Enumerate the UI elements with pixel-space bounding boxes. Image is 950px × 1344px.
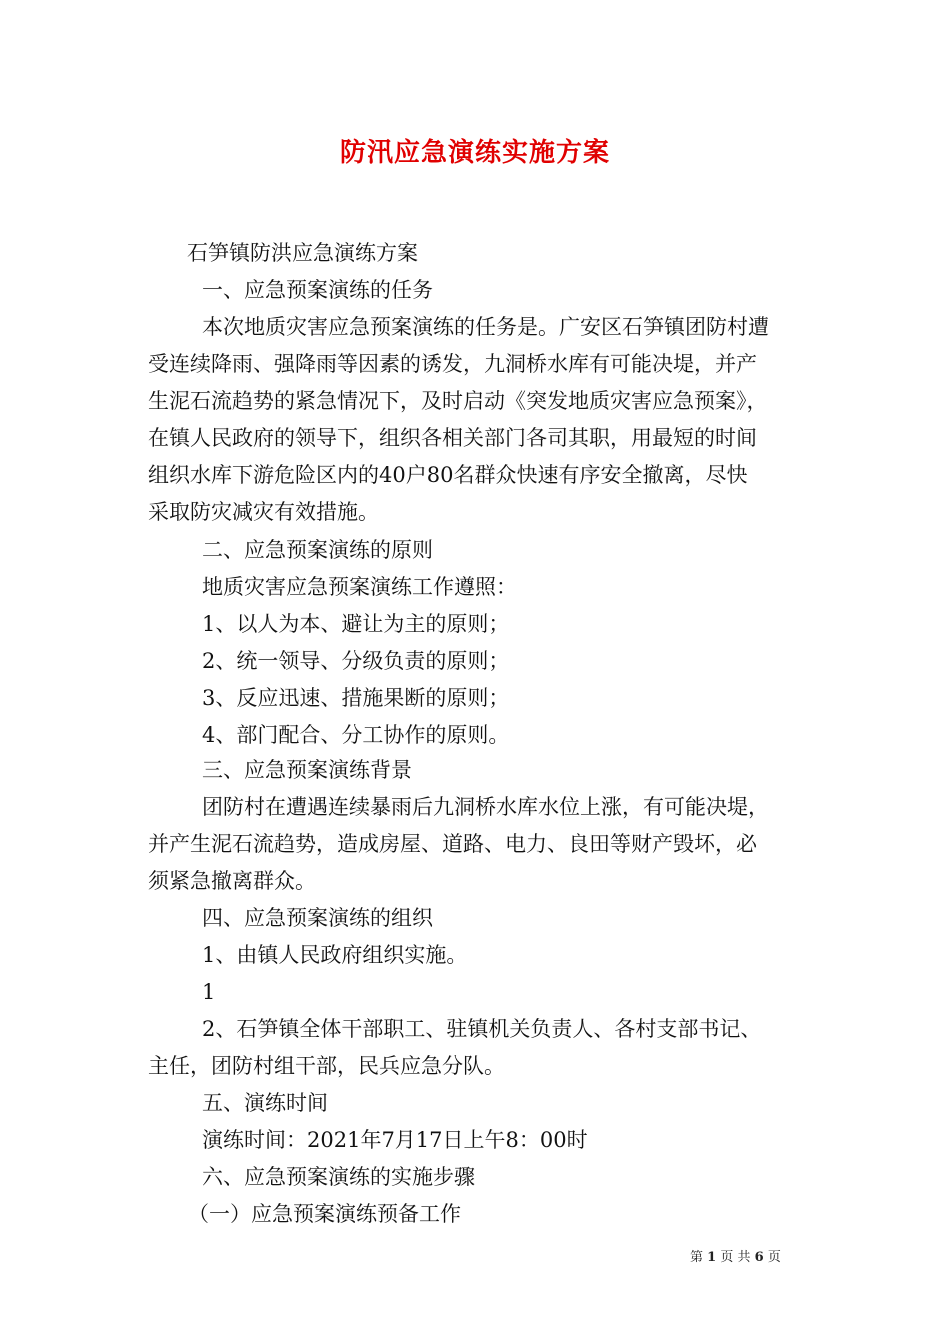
list-item: 2、统一领导、分级负责的原则；: [202, 649, 510, 673]
doc-line: 本次地质灾害应急预案演练的任务是。广安区石笋镇团防村遭: [202, 315, 769, 339]
page-footer: [690, 1246, 781, 1265]
subsection-heading: （一）应急预案演练预备工作: [188, 1202, 461, 1226]
footer-prefix: 第: [690, 1250, 704, 1265]
list-item: 1、由镇人民政府组织实施。: [202, 943, 468, 967]
list-item: 1、以人为本、避让为主的原则；: [202, 612, 510, 636]
section-heading: 六、应急预案演练的实施步骤: [202, 1165, 475, 1189]
inline-page-number: 1: [202, 980, 216, 1004]
footer-page-number: 1: [707, 1250, 717, 1265]
section-heading: 五、演练时间: [202, 1091, 328, 1115]
section-heading: 四、应急预案演练的组织: [202, 906, 433, 930]
section-heading: 一、应急预案演练的任务: [202, 278, 433, 302]
doc-line: 生泥石流趋势的紧急情况下，及时启动《突发地质灾害应急预案》，: [148, 389, 768, 413]
doc-line: 须紧急撤离群众。: [148, 869, 316, 893]
doc-line: 并产生泥石流趋势，造成房屋、道路、电力、良田等财产毁坏，必: [148, 832, 757, 856]
doc-line: 团防村在遭遇连续暴雨后九洞桥水库水位上涨，有可能决堤，: [202, 795, 769, 819]
list-item: 3、反应迅速、措施果断的原则；: [202, 686, 510, 710]
list-item: 2、石笋镇全体干部职工、驻镇机关负责人、各村支部书记、: [202, 1017, 762, 1041]
list-item: 4、部门配合、分工协作的原则。: [202, 723, 510, 747]
footer-middle: 页 共: [720, 1250, 751, 1265]
doc-line: 演练时间：2021年7月17日上午8：00时: [202, 1128, 588, 1152]
doc-line: 组织水库下游危险区内的40户80名群众快速有序安全撤离，尽快: [148, 463, 748, 487]
footer-suffix: 页: [767, 1250, 781, 1265]
document-title: 防汛应急演练实施方案: [339, 138, 610, 168]
doc-line: 在镇人民政府的领导下，组织各相关部门各司其职，用最短的时间: [148, 426, 757, 450]
doc-line: 石笋镇防洪应急演练方案: [187, 241, 418, 265]
doc-line: 采取防灾减灾有效措施。: [148, 500, 379, 524]
section-heading: 二、应急预案演练的原则: [202, 538, 433, 562]
section-heading: 三、应急预案演练背景: [202, 758, 412, 782]
footer-total-pages: 6: [754, 1250, 764, 1265]
doc-line: 地质灾害应急预案演练工作遵照：: [202, 575, 517, 599]
doc-line: 主任，团防村组干部，民兵应急分队。: [148, 1054, 505, 1078]
doc-line: 受连续降雨、强降雨等因素的诱发，九洞桥水库有可能决堤，并产: [148, 352, 757, 376]
